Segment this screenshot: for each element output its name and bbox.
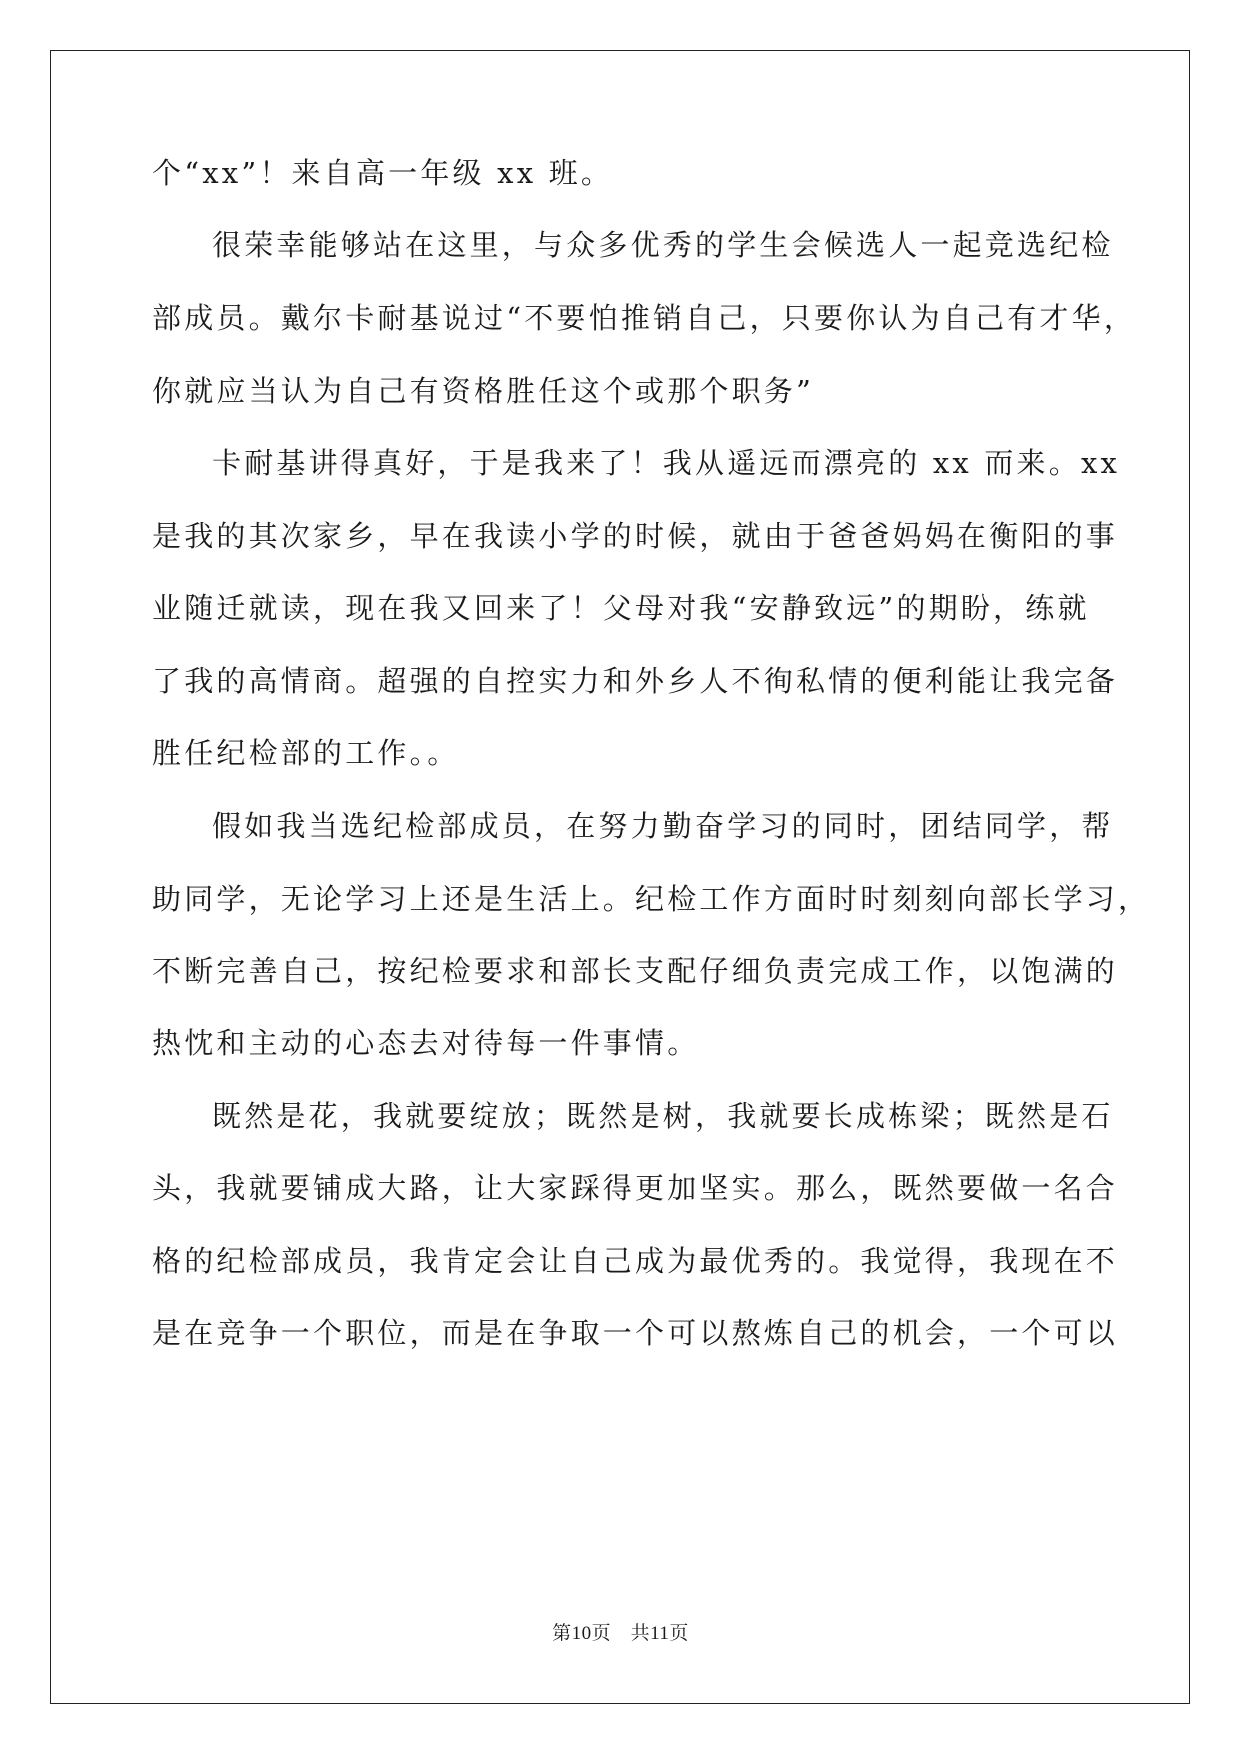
text-line: 格的纪检部成员，我肯定会让自己成为最优秀的。我觉得，我现在不 xyxy=(152,1244,1119,1278)
text-line: 部成员。戴尔卡耐基说过“不要怕推销自己，只要你认为自己有才华， xyxy=(152,301,1137,335)
text-line: 热忱和主动的心态去对待每一件事情。 xyxy=(152,1026,700,1060)
page-number-footer xyxy=(0,1620,1241,1647)
text-line: 头，我就要铺成大路，让大家踩得更加坚实。那么，既然要做一名合 xyxy=(152,1171,1119,1205)
text-line: 了我的高情商。超强的自控实力和外乡人不徇私情的便利能让我完备 xyxy=(152,664,1119,698)
text-line: 助同学，无论学习上还是生活上。纪检工作方面时时刻刻向部长学习， xyxy=(152,882,1151,916)
text-line: 是我的其次家乡，早在我读小学的时候，就由于爸爸妈妈在衡阳的事 xyxy=(152,519,1119,553)
text-line: 既然是花，我就要绽放；既然是树，我就要长成栋梁；既然是石 xyxy=(212,1099,1114,1133)
text-line: 卡耐基讲得真好，于是我来了！我从遥远而漂亮的 xx 而来。xx xyxy=(212,446,1121,480)
text-line: 很荣幸能够站在这里，与众多优秀的学生会候选人一起竞选纪检 xyxy=(212,228,1114,262)
page-suffix: 页 xyxy=(669,1622,689,1644)
page-prefix: 第 xyxy=(552,1622,572,1644)
text-line: 业随迁就读，现在我又回来了！父母对我“安静致远”的期盼，练就 xyxy=(152,591,1090,625)
text-line: 你就应当认为自己有资格胜任这个或那个职务” xyxy=(152,374,815,408)
text-line: 是在竞争一个职位，而是在争取一个可以熬炼自己的机会，一个可以 xyxy=(152,1316,1119,1350)
text-line: 胜任纪检部的工作。。 xyxy=(152,736,460,770)
text-line: 个“xx”！来自高一年级 xx 班。 xyxy=(152,156,614,190)
total-page-number: 11 xyxy=(650,1623,670,1644)
text-line: 假如我当选纪检部成员，在努力勤奋学习的同时，团结同学，帮 xyxy=(212,809,1114,843)
text-line: 不断完善自己，按纪检要求和部长支配仔细负责完成工作，以饱满的 xyxy=(152,954,1119,988)
current-page-number: 10 xyxy=(571,1623,592,1644)
page-mid: 页 共 xyxy=(591,1622,651,1644)
